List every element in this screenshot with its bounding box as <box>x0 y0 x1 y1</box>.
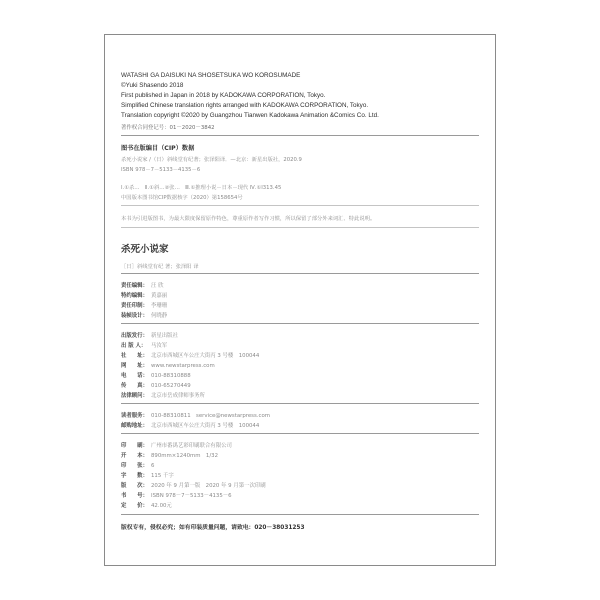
divider <box>121 227 479 228</box>
print-label: 开 本： <box>121 453 148 459</box>
credit-value: 黄嘉丽 <box>151 293 168 299</box>
divider <box>121 403 479 404</box>
print-value: 42.00元 <box>151 503 172 509</box>
print-label: 印 刷： <box>121 443 148 449</box>
cip-isbn: ISBN 978－7－5133－4135－6 <box>121 167 201 173</box>
print-label: 字 数： <box>121 473 148 479</box>
print-row <box>121 471 174 479</box>
publisher-row <box>121 371 191 379</box>
credit-value: 汪 欣 <box>151 283 164 289</box>
publisher-value: 010-65270449 <box>151 383 191 389</box>
publisher-value: www.newstarpress.com <box>151 363 215 369</box>
divider <box>121 135 479 136</box>
publisher-label: 社 址： <box>121 353 148 359</box>
publisher-value: 010-88310888 <box>151 373 191 379</box>
cip-classification: Ⅰ.①杀… Ⅱ.①斜…②张… Ⅲ.①推理小说－日本－现代 Ⅳ.①I313.45 <box>121 185 282 191</box>
print-row <box>121 461 154 469</box>
publisher-value: 北京市西城区车公庄大街丙 3 号楼 100044 <box>151 353 260 359</box>
translation-copyright-line: Translation copyright ©2020 by Guangzhou Tianwen Kadokawa Animation &Comics Co. Ltd. <box>121 112 379 119</box>
print-row <box>121 481 266 489</box>
print-value: ISBN 978－7－5133－4135－6 <box>151 493 232 499</box>
cip-heading: 图书在版编目（CIP）数据 <box>121 145 195 152</box>
publisher-value: 马汝军 <box>151 343 168 349</box>
cip-line: 杀死小说家 /（日）斜线堂有纪著；张泽阳译．—北京：新星出版社，2020.9 <box>121 157 302 163</box>
translation-notice: 本书为引进版图书，为最大限度保留原作特色，尊重原作者写作习惯，所以保留了部分外来词汇、特此说明。 <box>121 216 376 222</box>
publisher-row <box>121 381 191 389</box>
service-label: 读者服务： <box>121 413 148 419</box>
author-copyright: ©Yuki Shasendo 2018 <box>121 82 184 89</box>
print-row <box>121 441 232 449</box>
print-value: 890mm×1240mm 1/32 <box>151 453 219 459</box>
service-value: 北京市西城区车公庄大街丙 3 号楼 100044 <box>151 423 260 429</box>
divider <box>121 433 479 434</box>
byline: ［日］斜线堂有纪 著；张泽阳 译 <box>121 264 199 270</box>
print-value: 广州市番禺艺彩印刷联合有限公司 <box>151 443 232 449</box>
publisher-value: 北京市岳成律师事务所 <box>151 393 205 399</box>
publisher-label: 网 址： <box>121 363 148 369</box>
print-label: 版 次： <box>121 483 148 489</box>
copyright-footer: 版权专有，侵权必究；如有印装质量问题，请致电：020－38031253 <box>121 525 305 531</box>
credit-label: 装帧设计： <box>121 313 148 319</box>
print-label: 定 价： <box>121 503 148 509</box>
credit-label: 责任编辑： <box>121 283 148 289</box>
print-value: 2020 年 9 月第一版 2020 年 9 月第一次印刷 <box>151 483 266 489</box>
publisher-label: 法律顾问： <box>121 393 148 399</box>
publisher-value: 新星出版社 <box>151 333 178 339</box>
publisher-row <box>121 351 259 359</box>
credit-label: 责任印制： <box>121 303 148 309</box>
divider <box>121 323 479 324</box>
credit-value: 何晓静 <box>151 313 168 319</box>
credit-row <box>121 281 164 289</box>
service-row <box>121 421 259 429</box>
original-title-en: WATASHI GA DAISUKI NA SHOSETSUKA WO KOROSUMADE <box>121 72 301 79</box>
publisher-row <box>121 391 205 399</box>
service-value: 010-88310811 service@newstarpress.com <box>151 413 271 419</box>
publisher-row <box>121 361 215 369</box>
service-label: 邮购地址： <box>121 423 148 429</box>
divider <box>121 514 479 515</box>
publisher-row <box>121 331 178 339</box>
credit-row <box>121 311 167 319</box>
book-title: 杀死小说家 <box>121 244 169 255</box>
registration-number: 著作权合同登记号：01－2020－3842 <box>121 125 215 131</box>
print-row <box>121 491 232 499</box>
publisher-row <box>121 341 167 349</box>
translation-rights-line: Simplified Chinese translation rights arranged with KADOKAWA CORPORATION, Tokyo. <box>121 102 369 109</box>
divider <box>121 205 479 206</box>
print-label: 印 张： <box>121 463 148 469</box>
print-label: 书 号： <box>121 493 148 499</box>
first-published-line: First published in Japan in 2018 by KADOKAWA CORPORATION, Tokyo. <box>121 92 326 99</box>
print-value: 115 千字 <box>151 473 174 479</box>
print-value: 6 <box>151 463 155 469</box>
cip-record-number: 中国版本图书馆CIP数据核字（2020）第158654号 <box>121 195 243 201</box>
publisher-label: 电 话： <box>121 373 148 379</box>
publisher-label: 出版发行： <box>121 333 148 339</box>
credit-label: 特约编辑： <box>121 293 148 299</box>
credit-value: 李珊珊 <box>151 303 168 309</box>
publisher-label: 出 版 人： <box>121 343 147 349</box>
credit-row <box>121 301 167 309</box>
service-row <box>121 411 270 419</box>
credit-row <box>121 291 167 299</box>
copyright-page <box>104 34 496 566</box>
print-row <box>121 501 172 509</box>
publisher-label: 传 真： <box>121 383 148 389</box>
divider <box>121 273 479 274</box>
print-row <box>121 451 218 459</box>
